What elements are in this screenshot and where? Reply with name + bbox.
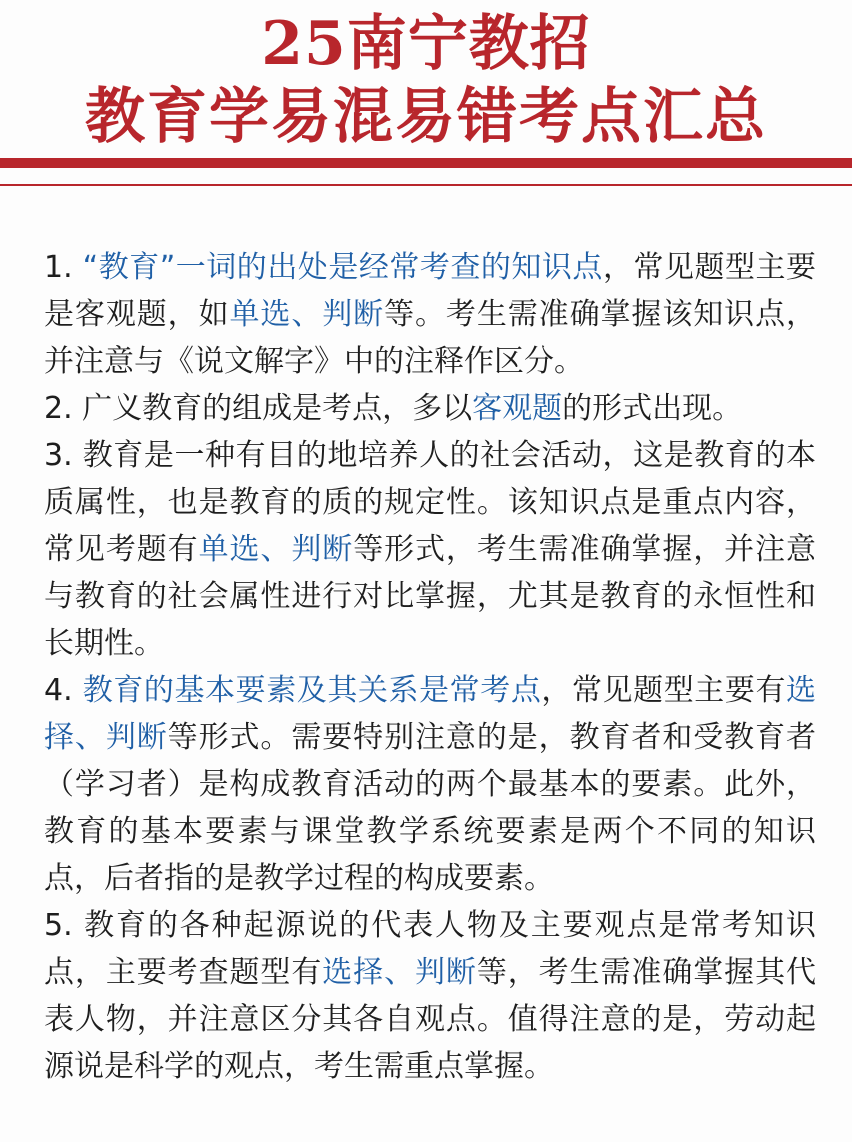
list-item bbox=[44, 667, 816, 902]
body-text: 4. bbox=[44, 673, 83, 708]
body-text: 1. bbox=[44, 250, 83, 285]
title-divider-thin bbox=[0, 184, 852, 186]
content-body bbox=[44, 244, 816, 1090]
list-item bbox=[44, 385, 816, 432]
list-item bbox=[44, 244, 816, 385]
body-text: ，常见题型主要是客观题，如 bbox=[44, 250, 816, 332]
highlight-text: 教育的基本要素及其关系是常考点 bbox=[82, 673, 542, 708]
highlight-text: “教育”一词的出处是经常考查的知识点 bbox=[82, 250, 603, 285]
highlight-text: 选择、判断 bbox=[322, 955, 477, 990]
highlight-text: 单选、判断 bbox=[198, 532, 354, 567]
body-text: 等形式，考生需准确掌握，并注意与教育的社会属性进行对比掌握，尤其是教育的永恒性和长期性。 bbox=[44, 532, 817, 661]
list-item bbox=[44, 902, 816, 1090]
body-text: 等。考生需准确掌握该知识点，并注意与《说文解字》中的注释作区分。 bbox=[44, 297, 817, 379]
body-text: 等，考生需准确掌握其代表人物，并注意区分其各自观点。值得注意的是，劳动起源说是科学的观点，考生需重点掌握。 bbox=[44, 955, 817, 1084]
highlight-text: 单选、判断 bbox=[229, 297, 385, 332]
body-text: 等形式。需要特别注意的是，教育者和受教育者（学习者）是构成教育活动的两个最基本的要素。此外，教育的基本要素与课堂教学系统要素是两个不同的知识点，后者指的是教学过程的构成要素。 bbox=[44, 720, 817, 896]
body-text: 的形式出现。 bbox=[562, 391, 743, 426]
body-text: 3. 教育是一种有目的地培养人的社会活动，这是教育的本质属性，也是教育的质的规定性。该知识点是重点内容，常见考题有 bbox=[44, 438, 816, 567]
title-divider-thick bbox=[0, 158, 852, 168]
highlight-text: 客观题 bbox=[472, 391, 563, 426]
list-item bbox=[44, 432, 816, 667]
page-subtitle: 教育学易混易错考点汇总 bbox=[85, 82, 767, 152]
page-title: 25南宁教招 bbox=[261, 9, 591, 79]
title-block bbox=[0, 8, 852, 154]
body-text: ，常见题型主要有 bbox=[541, 673, 787, 708]
body-text: 2. 广义教育的组成是考点，多以 bbox=[44, 391, 473, 426]
body-text: 5. 教育的各种起源说的代表人物及主要观点是常考知识点，主要考查题型有 bbox=[44, 908, 816, 990]
highlight-text: 选择、判断 bbox=[44, 673, 817, 755]
